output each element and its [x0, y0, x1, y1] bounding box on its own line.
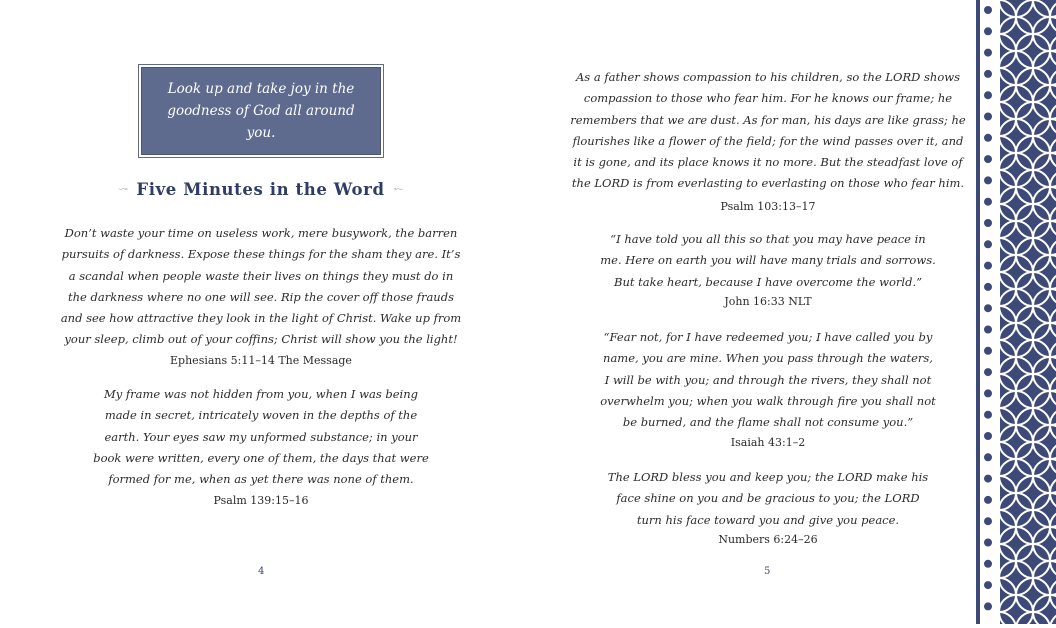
passage-psalm-103: [568, 67, 968, 195]
pattern-dot: [984, 91, 992, 99]
passage-line: and see how attractive they look in the light of Christ. Wake up from: [60, 311, 462, 326]
pattern-dot: [984, 283, 992, 291]
passage-reference: Ephesians 5:11–14 The Message: [170, 354, 352, 367]
pattern-dot: [984, 134, 992, 142]
passage-line: Don’t waste your time on useless work, mere busywork, the barren: [64, 226, 458, 240]
pattern-dot: [984, 240, 992, 248]
pattern-dot: [984, 6, 992, 14]
passage-line: remembers that we are dust. As for man, his days are like grass; he: [570, 112, 966, 127]
passage-line: be burned, and the flame shall not consume you.”: [622, 415, 914, 430]
passage-isaiah: [568, 327, 968, 433]
pattern-dot: [984, 49, 992, 57]
passage-line: compassion to those who fear him. For he knows our frame; he: [583, 91, 953, 106]
callout-line: goodness of God all around you.: [167, 103, 355, 141]
pattern-dot: [984, 411, 992, 419]
dot-column: [984, 6, 992, 610]
pattern-dot: [984, 219, 992, 227]
pattern-dot: [984, 326, 992, 334]
section-heading: [118, 176, 403, 202]
passage-line: book were written, every one of them, the days that were: [93, 450, 429, 465]
pattern-dot: [984, 368, 992, 376]
page-number: 5: [764, 566, 771, 577]
passage-reference: John 16:33 NLT: [724, 295, 812, 308]
pattern-dot: [984, 347, 992, 355]
passage-reference: Psalm 103:13–17: [720, 200, 816, 213]
pattern-dot: [984, 198, 992, 206]
callout-box: [141, 67, 381, 155]
passage-line: “I have told you all this so that you may have peace in: [610, 232, 926, 246]
passage-line: As a father shows compassion to his children, so the LORD shows: [575, 70, 961, 84]
pattern-dot: [984, 155, 992, 163]
pattern-dot: [984, 432, 992, 440]
pattern-dot: [984, 27, 992, 35]
passage-reference: Isaiah 43:1–2: [730, 436, 806, 449]
page-number: 4: [258, 566, 265, 577]
passage-line: formed for me, when as yet there was none of them.: [108, 472, 414, 487]
pattern-dot: [984, 496, 992, 504]
passage-line: name, you are mine. When you pass through the waters,: [603, 351, 933, 366]
pattern-dot: [984, 602, 992, 610]
pattern-dot: [984, 113, 992, 121]
callout-line: Look up and take joy in the: [167, 81, 355, 97]
pattern-dot: [984, 453, 992, 461]
passage-line: your sleep, climb out of your coffins; Christ will show you the light!: [64, 332, 458, 347]
passage-line: But take heart, because I have overcome the world.”: [614, 274, 922, 289]
passage-line: flourishes like a flower of the field; for the wind passes over it, and: [572, 133, 964, 148]
decorative-edge: [976, 0, 1056, 624]
passage-line: earth. Your eyes saw my unformed substance; in your: [104, 429, 418, 444]
passage-line: the LORD is from everlasting to everlasting on those who fear him.: [571, 176, 965, 191]
passage-line: turn his face toward you and give you peace.: [636, 512, 900, 527]
pattern-dot: [984, 389, 992, 397]
pattern-dot: [984, 539, 992, 547]
pattern-dot: [984, 475, 992, 483]
passage-line: pursuits of darkness. Expose these things for the sham they are. It’s: [61, 247, 461, 262]
passage-line: made in secret, intricately woven in the depths of the: [104, 408, 418, 423]
passage-psalm-139: [60, 384, 462, 490]
pattern-dot: [984, 262, 992, 270]
passage-reference: Numbers 6:24–26: [718, 533, 818, 546]
passage-line: “Fear not, for I have redeemed you; I have called you by: [603, 330, 933, 344]
callout-text: [156, 78, 366, 144]
passage-line: The LORD bless you and keep you; the LORD make his: [607, 470, 929, 484]
left-page: [0, 0, 528, 624]
passage-numbers: [568, 467, 968, 531]
pattern-dot: [984, 304, 992, 312]
passage-reference: Psalm 139:15–16: [213, 494, 309, 507]
passage-line: me. Here on earth you will have many trials and sorrows.: [600, 253, 936, 268]
heading-title: Five Minutes in the Word: [136, 179, 385, 199]
pattern-dot: [984, 581, 992, 589]
passage-john: [568, 229, 968, 293]
pattern-dot: [984, 176, 992, 184]
passage-line: face shine on you and be gracious to you; the LORD: [616, 491, 920, 506]
passage-line: a scandal when people waste their lives on things they must do in: [68, 268, 454, 283]
pattern-dot: [984, 517, 992, 525]
passage-line: I will be with you; and through the rivers, they shall not: [604, 372, 932, 387]
flourish-icon: [118, 182, 128, 196]
passage-line: overwhelm you; when you walk through fire you shall not: [600, 393, 936, 408]
flourish-icon: [393, 182, 403, 196]
circle-lattice-pattern: [976, 0, 1056, 624]
passage-ephesians: [60, 223, 462, 351]
passage-line: it is gone, and its place knows it no more. But the steadfast love of: [573, 155, 963, 170]
pattern-dot: [984, 560, 992, 568]
passage-line: the darkness where no one will see. Rip the cover off those frauds: [68, 289, 454, 304]
passage-line: My frame was not hidden from you, when I was being: [103, 387, 418, 401]
pattern-dot: [984, 70, 992, 78]
